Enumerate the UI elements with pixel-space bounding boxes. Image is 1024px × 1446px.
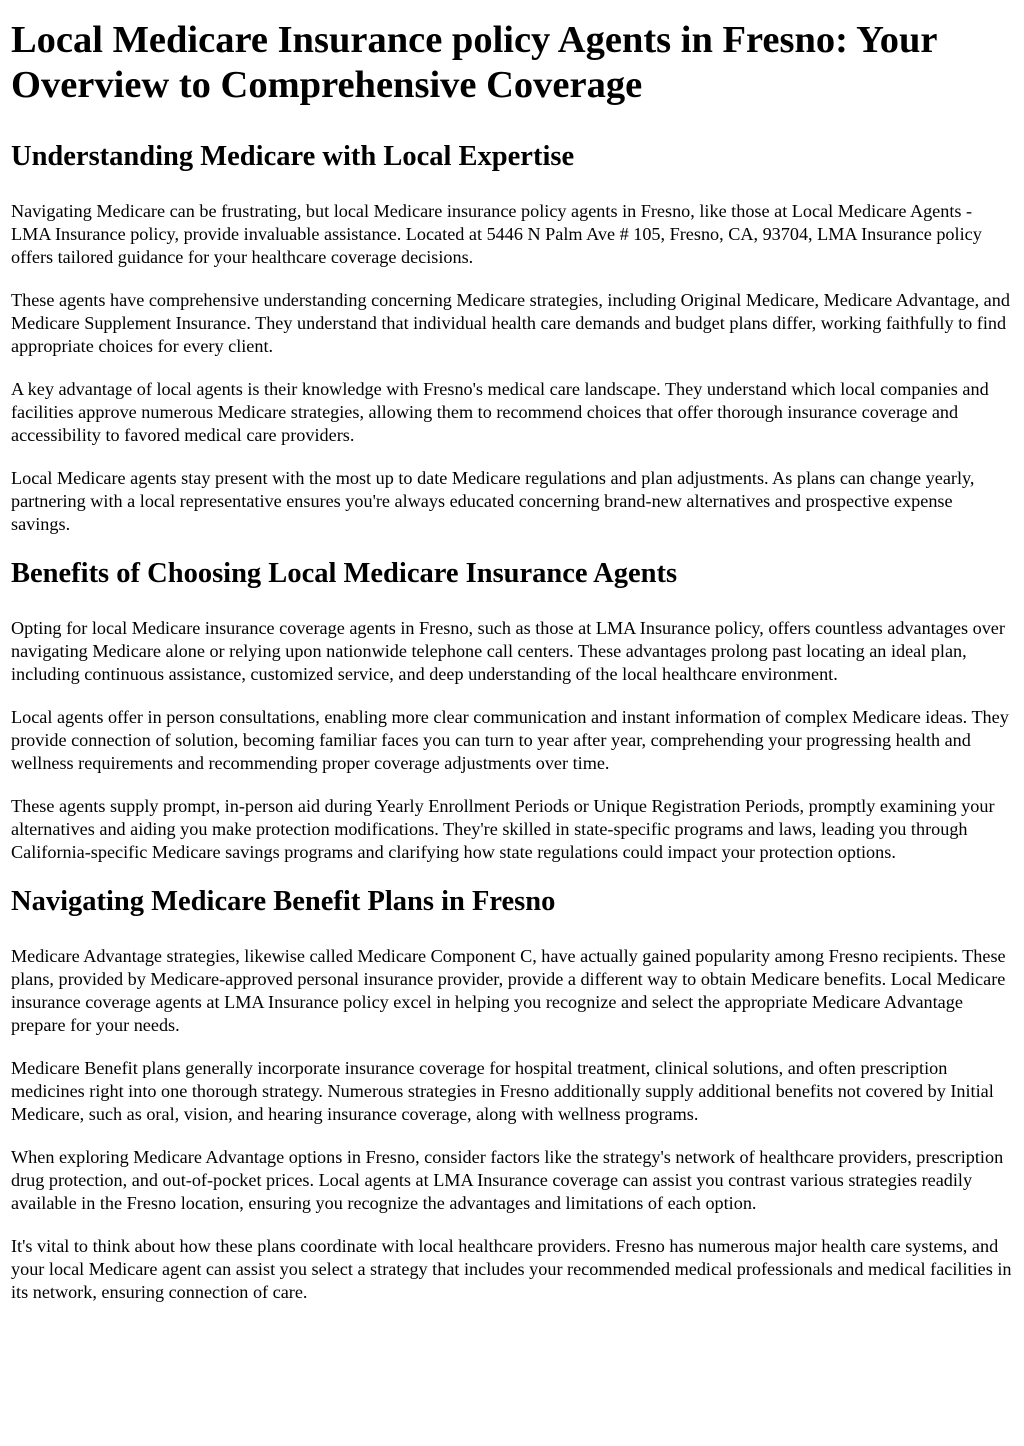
paragraph: It's vital to think about how these plans coordinate with local healthcare providers. Fresno has numerous major health care systems, and your local Medicare agent can assist you select a strategy that includes your recommended medical professionals and medical facilities in its network, ensuring connection of care.	[11, 1236, 1012, 1302]
paragraph: These agents have comprehensive understanding concerning Medicare strategies, including Original Medicare, Medicare Advantage, and Medicare Supplement Insurance. They understand that individual health care demands and budget plans differ, working faithfully to find appropriate choices for every client.	[11, 290, 1010, 356]
paragraph: Navigating Medicare can be frustrating, but local Medicare insurance policy agents in Fresno, like those at Local Medicare Agents - LMA Insurance policy, provide invaluable assistance. Located at 5446 N Palm Ave # 105, Fresno, CA, 93704, LMA Insurance policy offers tailored guidance for your healthcare coverage decisions.	[11, 201, 982, 267]
paragraph: Medicare Benefit plans generally incorporate insurance coverage for hospital treatment, clinical solutions, and often prescription medicines right into one thorough strategy. Numerous strategies in Fresno additionally supply additional benefits not covered by Initial Medicare, such as oral, vision, and hearing insurance coverage, along with wellness programs.	[11, 1058, 994, 1124]
page-title: Local Medicare Insurance policy Agents in Fresno: Your Overview to Comprehensive Coverage	[11, 19, 937, 106]
paragraph: Medicare Advantage strategies, likewise called Medicare Component C, have actually gained popularity among Fresno recipients. These plans, provided by Medicare-approved personal insurance provider, provide a different way to obtain Medicare benefits. Local Medicare insurance coverage agents at LMA Insurance policy excel in helping you recognize and select the appropriate Medicare Advantage prepare for your needs.	[11, 946, 1006, 1035]
section-heading-benefits: Benefits of Choosing Local Medicare Insurance Agents	[11, 558, 678, 589]
paragraph: When exploring Medicare Advantage options in Fresno, consider factors like the strategy's network of healthcare providers, prescription drug protection, and out-of-pocket prices. Local agents at LMA Insurance coverage can assist you contrast various strategies readily available in the Fresno location, ensuring you recognize the advantages and limitations of each option.	[11, 1147, 1004, 1213]
paragraph: Opting for local Medicare insurance coverage agents in Fresno, such as those at LMA Insurance policy, offers countless advantages over navigating Medicare alone or relying upon nationwide telephone call centers. These advantages prolong past locating an ideal plan, including continuous assistance, customized service, and deep understanding of the local healthcare environment.	[11, 618, 1005, 684]
paragraph: A key advantage of local agents is their knowledge with Fresno's medical care landscape. They understand which local companies and facilities approve numerous Medicare strategies, allowing them to recommend choices that offer thorough insurance coverage and accessibility to favored medical care providers.	[11, 379, 989, 445]
paragraph: Local Medicare agents stay present with the most up to date Medicare regulations and plan adjustments. As plans can change yearly, partnering with a local representative ensures you're always educated concerning brand-new alternatives and prospective expense savings.	[11, 468, 975, 534]
paragraph: These agents supply prompt, in-person aid during Yearly Enrollment Periods or Unique Registration Periods, promptly examining your alternatives and aiding you make protection modifications. They're skilled in state-specific programs and laws, leading you through California-specific Medicare savings programs and clarifying how state regulations could impact your protection options.	[11, 796, 995, 862]
section-heading-understanding: Understanding Medicare with Local Expertise	[11, 141, 575, 172]
paragraph: Local agents offer in person consultations, enabling more clear communication and instant information of complex Medicare ideas. They provide connection of solution, becoming familiar faces you can turn to year after year, comprehending your progressing health and wellness requirements and recommending proper coverage adjustments over time.	[11, 707, 1009, 773]
section-heading-navigating: Navigating Medicare Benefit Plans in Fresno	[11, 886, 556, 917]
